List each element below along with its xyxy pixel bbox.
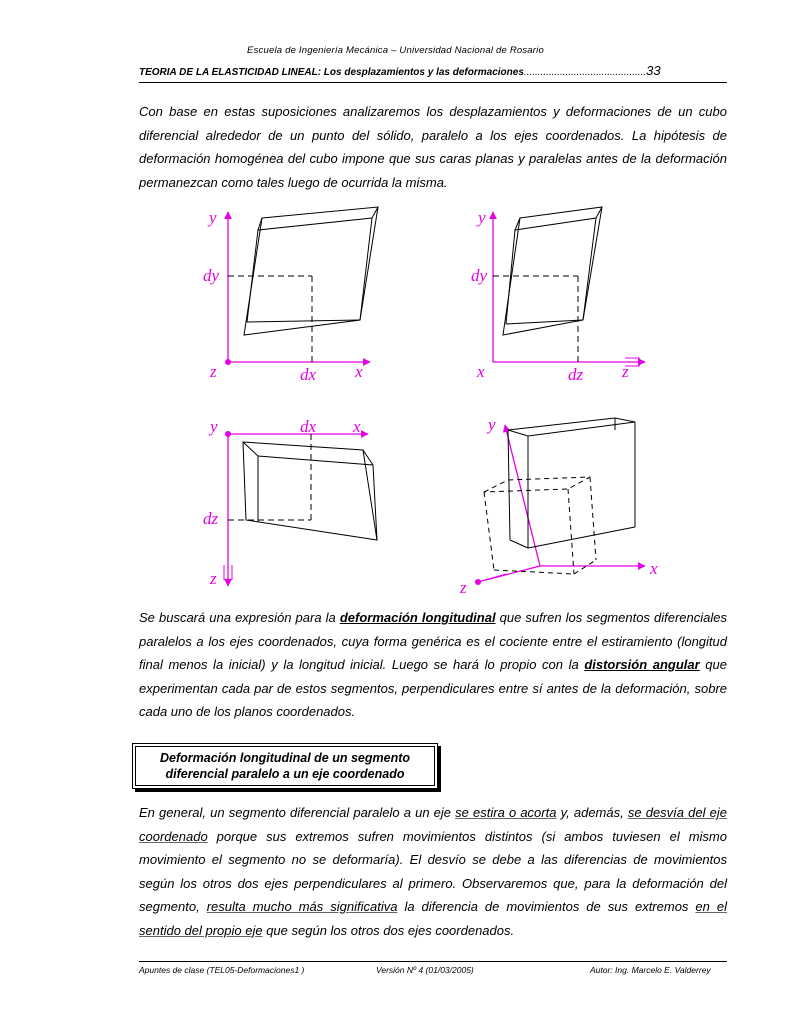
- footer-divider: [139, 961, 727, 962]
- keyword-angular-distortion: distorsión angular: [584, 657, 700, 672]
- paragraph3-text-5: que según los otros dos ejes coordenados.: [262, 922, 515, 938]
- paragraph3-text-4: la diferencia de movimientos de sus extremos: [397, 899, 696, 914]
- fig3-origin-label: y: [210, 417, 218, 436]
- fig2-vertical-diff-label: dy: [471, 266, 488, 285]
- header-dots: ............................................: [523, 67, 647, 78]
- fig2-horizontal-axis-label: z: [622, 362, 629, 381]
- emphasis-more-significant: resulta mucho más significativa: [206, 899, 398, 914]
- fig4-vertical-axis-label: y: [488, 415, 496, 434]
- emphasis-stretch-shorten: se estira o acorta: [455, 805, 557, 820]
- paragraph3-text-2: y, además,: [556, 805, 628, 820]
- fig2-origin-label: x: [477, 362, 485, 381]
- fig1-origin-label: z: [210, 362, 217, 381]
- deformation-figures: [190, 200, 670, 600]
- footer-center: Versión Nº 4 (01/03/2005): [376, 965, 474, 975]
- keyword-longitudinal-deformation: deformación longitudinal: [339, 610, 496, 625]
- footer-left: Apuntes de clase (TEL05-Deformaciones1 ): [139, 965, 305, 975]
- emphasis-deviates-axis: se desvía del eje coordenado: [139, 805, 727, 844]
- footer-right: Autor: Ing. Marcelo E. Valderrey: [590, 965, 711, 975]
- fig1-horizontal-diff-label: dx: [300, 365, 317, 384]
- section-title-line-1: Deformación longitudinal de un segmento: [159, 751, 410, 765]
- header-title: [139, 63, 719, 78]
- fig3-vertical-diff-label: dz: [203, 509, 219, 528]
- fig2-horizontal-diff-label: dz: [568, 365, 584, 384]
- fig1-vertical-diff-label: dy: [203, 266, 220, 285]
- fig1-vertical-axis-label: y: [209, 208, 217, 227]
- section-title-box: [132, 743, 438, 789]
- header-title-text: TEORIA DE LA ELASTICIDAD LINEAL: Los desplazamientos y las deformaciones: [139, 67, 524, 78]
- fig4-origin-label: z: [460, 578, 467, 597]
- paragraph2-text-3: que experimentan cada par de estos segmentos, perpendiculares entre sí antes de la deformación, sobre cada uno de los planos coordenados.: [139, 657, 727, 719]
- paragraph-definitions: [139, 606, 727, 724]
- fig2-vertical-axis-label: y: [478, 208, 486, 227]
- fig3-horizontal-axis-label: x: [353, 417, 361, 436]
- paragraph2-text-2: que sufren los segmentos diferenciales paralelos a los ejes coordenados, cuya forma genérica es el cociente entre el estiramiento (longitud final menos la inicial) y la longitud inicial. Luego se hará lo propio con la: [139, 610, 727, 672]
- paragraph-intro: Con base en estas suposiciones analizaremos los desplazamientos y deformaciones de un cubo diferencial alrededor de un punto del sólido, paralelo a los ejes coordenados. La hipótesis de deformación homogénea del cubo impone que sus caras planas y paralelas antes de la deformación permanezcan como tales luego de ocurrida la misma.: [139, 104, 727, 190]
- header-divider: [139, 82, 727, 83]
- page-number: 33: [646, 63, 661, 78]
- paragraph-segment: [139, 801, 727, 942]
- figure-zx-plane: [203, 417, 377, 588]
- section-title-line-2: diferencial paralelo a un eje coordenado: [165, 767, 405, 781]
- figure-yz-plane: [471, 207, 645, 384]
- figure-3d-cube: [459, 415, 658, 597]
- fig4-horizontal-axis-label: x: [650, 559, 658, 578]
- paragraph3-text-1: En general, un segmento diferencial paralelo a un eje: [139, 805, 456, 820]
- figure-yx-plane: [203, 207, 378, 384]
- fig3-vertical-axis-label: z: [210, 569, 217, 588]
- paragraph3-text-3: porque sus extremos sufren movimientos distintos (si ambos tuviesen el mismo movimiento el segmento no se deformaría). El desvío se debe a las diferencias de movimientos según los otros dos ejes perpendiculares al primero. Observaremos que, para la deformación del segmento,: [139, 828, 727, 914]
- section-title: [135, 746, 435, 786]
- fig1-horizontal-axis-label: x: [355, 362, 363, 381]
- header-institution: Escuela de Ingeniería Mecánica – Universidad Nacional de Rosario: [247, 45, 544, 56]
- paragraph2-text-1: Se buscará una expresión para la: [139, 610, 340, 625]
- emphasis-own-axis-direction: en el sentido del propio eje: [139, 899, 727, 938]
- fig3-horizontal-diff-label: dx: [300, 417, 317, 436]
